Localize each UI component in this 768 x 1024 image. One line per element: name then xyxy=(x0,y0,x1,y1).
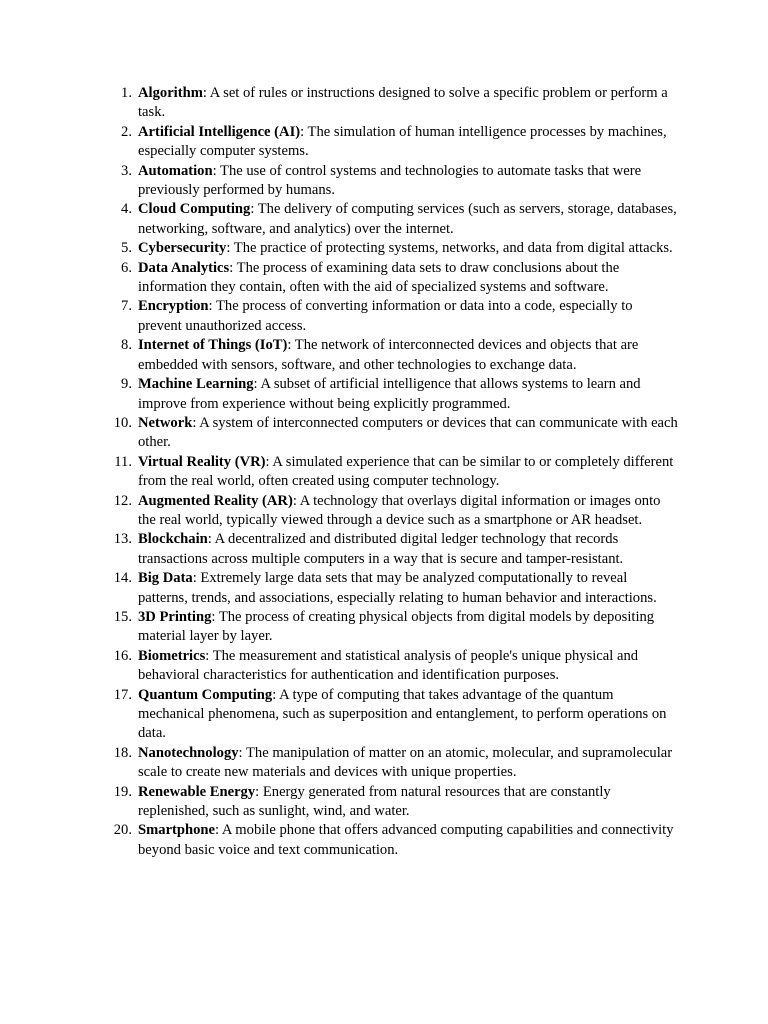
term-definition: : The network of interconnected devices and objects that are embedded with sensors, software, and other technologies to exchange data. xyxy=(138,337,639,373)
term-definition: : The delivery of computing services (such as servers, storage, databases, networking, software, and analytics) over the internet. xyxy=(138,201,677,237)
term-title: Cybersecurity xyxy=(138,240,227,257)
term-definition: : The process of creating physical objects from digital models by depositing material layer by layer. xyxy=(138,608,655,645)
item-number: 11. xyxy=(114,453,132,470)
term-definition: : A set of rules or instructions designed to solve a specific problem or perform a task. xyxy=(138,85,668,121)
glossary-item xyxy=(108,530,678,569)
term-title: Data Analytics xyxy=(138,259,230,276)
term-title: Big Data xyxy=(138,570,193,587)
item-number: 15. xyxy=(113,608,132,625)
term-definition: : The practice of protecting systems, networks, and data from digital attacks. xyxy=(226,240,673,257)
glossary-item xyxy=(108,744,678,783)
glossary-item xyxy=(108,297,678,336)
item-number: 9. xyxy=(121,376,132,393)
term-title: Virtual Reality (VR) xyxy=(138,453,266,470)
term-title: Encryption xyxy=(138,298,209,315)
term-definition: : A system of interconnected computers or devices that can communicate with each other. xyxy=(138,414,678,451)
term-title: 3D Printing xyxy=(138,608,212,625)
item-number: 5. xyxy=(121,240,132,257)
item-number: 2. xyxy=(121,123,132,140)
term-definition: : Energy generated from natural resources that are constantly replenished, such as sunlight, wind, and water. xyxy=(138,783,611,820)
glossary-item xyxy=(108,239,678,258)
term-definition: : The process of examining data sets to draw conclusions about the information they contain, often with the aid of specialized systems and software. xyxy=(138,259,620,296)
term-definition: : A mobile phone that offers advanced computing capabilities and connectivity beyond basic voice and text communication. xyxy=(138,822,674,858)
term-title: Blockchain xyxy=(138,531,208,548)
item-number: 20. xyxy=(113,822,132,839)
glossary-item xyxy=(108,84,678,123)
item-number: 10. xyxy=(113,414,132,431)
term-title: Machine Learning xyxy=(138,376,254,393)
glossary-item xyxy=(108,200,678,239)
item-number: 19. xyxy=(113,783,132,800)
item-number: 8. xyxy=(121,337,132,354)
item-number: 16. xyxy=(113,647,132,664)
term-title: Nanotechnology xyxy=(138,744,239,761)
glossary-item xyxy=(108,123,678,162)
item-number: 17. xyxy=(113,686,132,703)
term-definition: : Extremely large data sets that may be analyzed computationally to reveal patterns, trends, and associations, especially relating to human behavior and interactions. xyxy=(138,570,657,606)
term-definition: : The use of control systems and technologies to automate tasks that were previously performed by humans. xyxy=(138,162,642,199)
glossary-item xyxy=(108,569,678,608)
item-number: 12. xyxy=(113,492,132,509)
term-title: Smartphone xyxy=(138,822,216,839)
item-number: 7. xyxy=(121,298,132,315)
glossary-item xyxy=(108,686,678,744)
glossary-item xyxy=(108,259,678,298)
glossary-item xyxy=(108,608,678,647)
glossary-item xyxy=(108,375,678,414)
term-title: Algorithm xyxy=(138,85,203,101)
item-number: 3. xyxy=(121,162,132,179)
term-title: Biometrics xyxy=(138,647,206,664)
glossary-item xyxy=(108,647,678,686)
glossary-item xyxy=(108,453,678,492)
glossary-item xyxy=(108,783,678,822)
term-definition: : A simulated experience that can be similar to or completely different from the real world, often created using computer technology. xyxy=(138,453,674,490)
glossary-list xyxy=(108,84,678,860)
term-title: Automation xyxy=(138,162,213,179)
item-number: 14. xyxy=(113,570,132,587)
glossary-item xyxy=(108,492,678,531)
term-definition: : The process of converting information or data into a code, especially to prevent unauthorized access. xyxy=(138,298,633,334)
item-number: 4. xyxy=(121,201,132,218)
item-number: 18. xyxy=(113,744,132,761)
term-definition: : A decentralized and distributed digital ledger technology that records transactions across multiple computers in a way that is secure and tamper-resistant. xyxy=(138,531,624,567)
glossary-item xyxy=(108,414,678,453)
term-definition: : A type of computing that takes advantage of the quantum mechanical phenomena, such as superposition and entanglement, to perform operations on data. xyxy=(138,686,667,742)
term-title: Network xyxy=(138,414,193,431)
term-definition: : A subset of artificial intelligence that allows systems to learn and improve from experience without being explicitly programmed. xyxy=(138,376,641,412)
term-definition: : The manipulation of matter on an atomic, molecular, and supramolecular scale to create new materials and devices with unique properties. xyxy=(138,744,673,781)
glossary-item xyxy=(108,336,678,375)
term-definition: : A technology that overlays digital information or images onto the real world, typically viewed through a device such as a smartphone or AR headset. xyxy=(138,492,661,528)
glossary-item xyxy=(108,821,678,860)
term-title: Renewable Energy xyxy=(138,783,256,800)
glossary-item xyxy=(108,162,678,201)
item-number: 1. xyxy=(121,85,132,101)
term-title: Internet of Things (IoT) xyxy=(138,337,288,354)
item-number: 13. xyxy=(113,531,132,548)
term-title: Augmented Reality (AR) xyxy=(138,492,293,509)
item-number: 6. xyxy=(121,259,132,276)
term-title: Quantum Computing xyxy=(138,686,273,703)
term-title: Artificial Intelligence (AI) xyxy=(138,123,301,140)
term-definition: : The measurement and statistical analysis of people's unique physical and behavioral characteristics for authentication and identification purposes. xyxy=(138,647,639,684)
term-definition: : The simulation of human intelligence processes by machines, especially computer systems. xyxy=(138,123,667,160)
term-title: Cloud Computing xyxy=(138,201,251,218)
